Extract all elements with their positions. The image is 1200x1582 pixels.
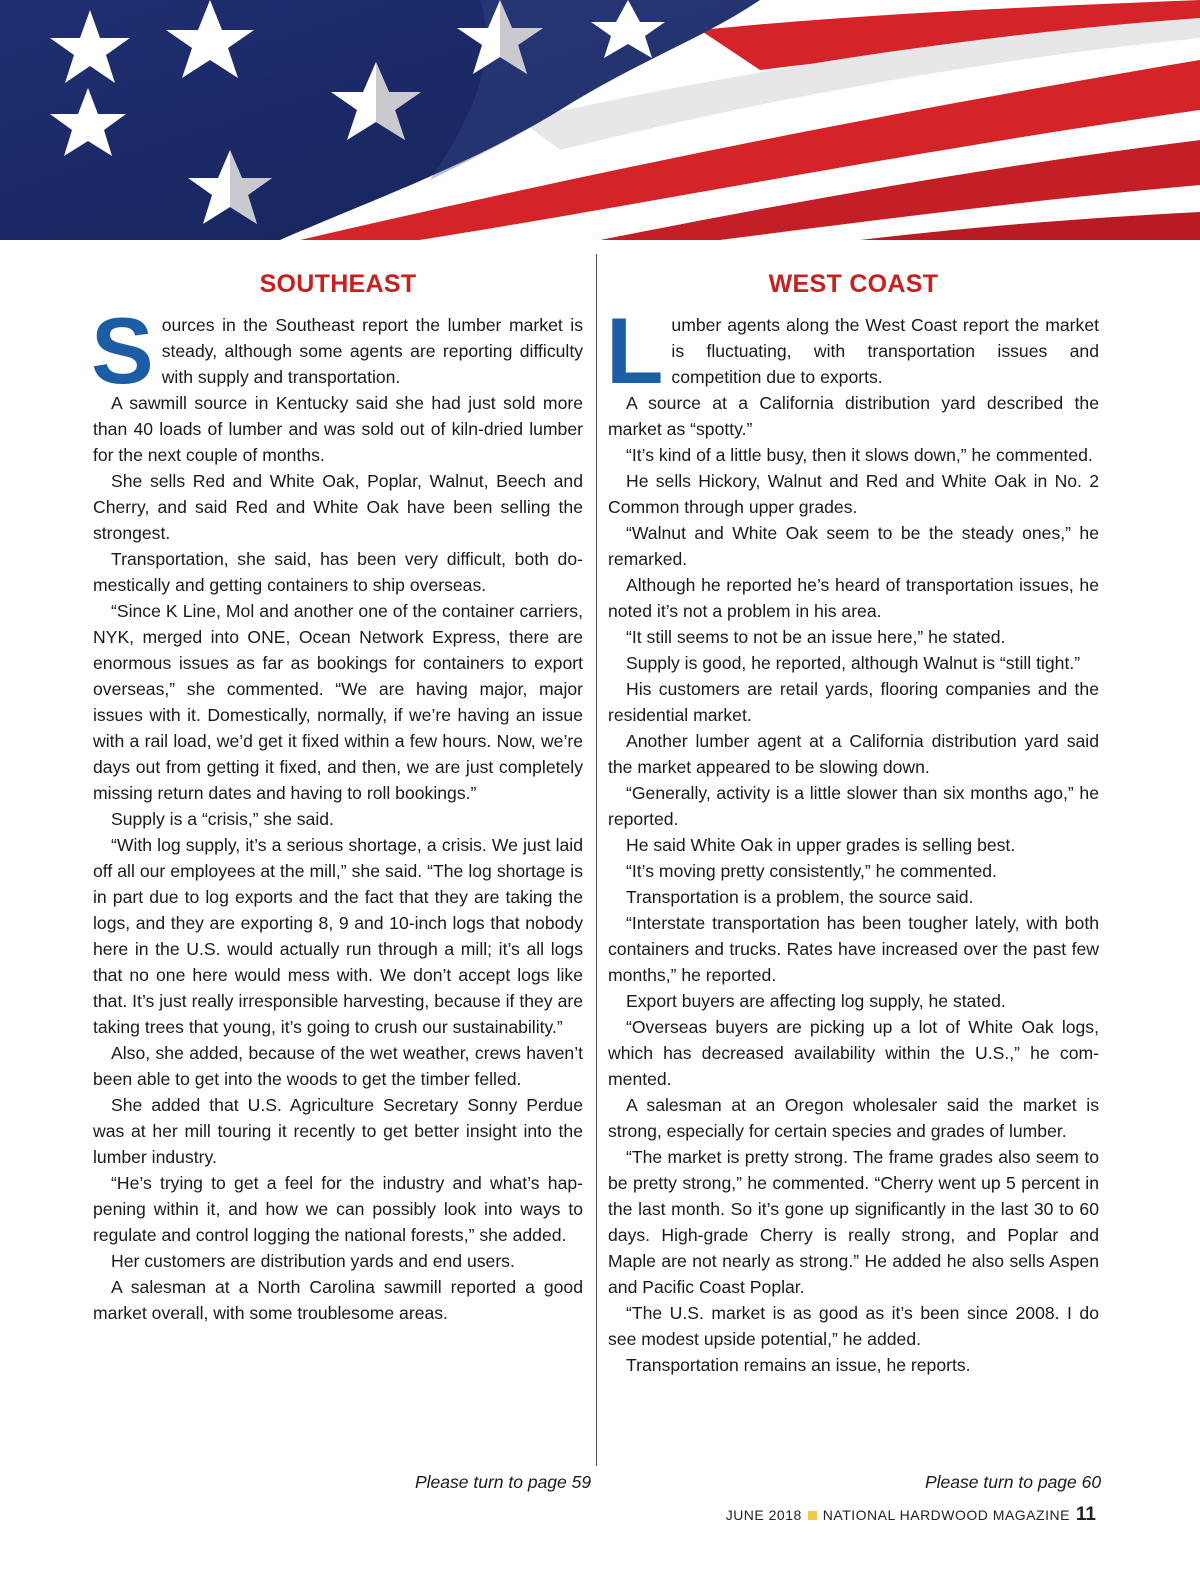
westcoast-paragraph: “The U.S. market is as good as it’s been since 2008. I do see modest upside potential,” he added. <box>608 1303 1099 1349</box>
westcoast-paragraph: “Walnut and White Oak seem to be the steady ones,” he remarked. <box>608 523 1099 569</box>
southeast-paragraph: “He’s trying to get a feel for the industry and what’s happening within it, and how we can possibly look into ways to regulate and control logging the national forests,” she added. <box>93 1173 583 1245</box>
southeast-paragraph: Her customers are distribution yards and end users. <box>111 1251 515 1271</box>
footer-square-icon <box>808 1511 817 1520</box>
southeast-body <box>91 298 583 1326</box>
westcoast-paragraph: A salesman at an Oregon wholesaler said the market is strong, especially for certain species and grades of lumber. <box>608 1095 1099 1141</box>
westcoast-paragraph: “It’s moving pretty consistently,” he commented. <box>626 861 997 881</box>
westcoast-dropcap: L <box>606 298 664 403</box>
southeast-paragraph-1: Sources in the Southeast report the lumber market is steady, although some agents are reporting difficulty with supply and transportation. <box>91 298 583 403</box>
westcoast-paragraph: Another lumber agent at a California distribution yard said the market appeared to be slowing down. <box>608 731 1099 777</box>
westcoast-paragraph: Export buyers are affecting log supply, he stated. <box>626 991 1006 1011</box>
westcoast-paragraph: “The market is pretty strong. The frame grades also seem to be pretty strong,” he commented. “Cherry went up 5 percent in the last month. So it’s gone up significantly in the last 30 to 60 days. High-grade Cherry is really strong, and Poplar and Maple are not nearly as strong.” He added he also sells Aspen and Pacific Coast Poplar. <box>608 1147 1099 1297</box>
southeast-dropcap: S <box>91 298 154 403</box>
westcoast-paragraph: A source at a California distribution yard described the market as “spotty.” <box>608 393 1099 439</box>
southeast-paragraph: A salesman at a North Carolina sawmill reported a good market overall, with some troublesome areas. <box>93 1277 583 1323</box>
column-divider <box>596 254 597 1466</box>
westcoast-paragraph: “Generally, activity is a little slower than six months ago,” he reported. <box>608 783 1099 829</box>
southeast-paragraph: She added that U.S. Agriculture Secretary Sonny Perdue was at her mill touring it recently to get better insight into the lumber industry. <box>93 1095 583 1167</box>
southeast-continued-link[interactable]: Please turn to page 59 <box>415 1472 592 1492</box>
southeast-paragraph: “With log supply, it’s a serious shortage, a crisis. We just laid off all our employees at the mill,” she said. “The log shortage is in part due to log exports and the fact that they are taking the logs, and they are exporting 8, 9 and 10-inch logs that nobody here in the U.S. would actually run through a mill; it’s all logs that no one here would mess with. We don’t accept logs like that. It’s just really irresponsible harvesting, because if they are taking trees that young, it’s going to crush our sustainability.” <box>93 835 583 1037</box>
westcoast-paragraph: Supply is good, he reported, although Walnut is “still tight.” <box>626 653 1081 673</box>
westcoast-paragraph: “Interstate transportation has been tougher lately, with both containers and trucks. Rates have increased over the past few months,” he reported. <box>608 913 1099 985</box>
westcoast-paragraph: “It’s kind of a little busy, then it slows down,” he commented. <box>626 445 1093 465</box>
westcoast-continued-link[interactable]: Please turn to page 60 <box>925 1472 1102 1492</box>
southeast-column <box>93 268 583 1326</box>
footer-date: JUNE 2018 <box>725 1507 802 1523</box>
westcoast-paragraph-1: Lumber agents along the West Coast report the market is fluctuating, with transportation issues and competition due to exports. <box>606 298 1099 403</box>
southeast-paragraph: Also, she added, because of the wet weather, crews haven’t been able to get into the woods to get the timber felled. <box>93 1043 583 1089</box>
southeast-paragraph: A sawmill source in Kentucky said she had just sold more than 40 loads of lumber and was sold out of kiln-dried lumber for the next couple of months. <box>93 393 583 465</box>
westcoast-paragraph: “It still seems to not be an issue here,” he stated. <box>626 627 1006 647</box>
westcoast-paragraph: Although he reported he’s heard of transportation issues, he noted it’s not a problem in his area. <box>608 575 1099 621</box>
page-number: 11 <box>1075 1504 1096 1525</box>
westcoast-paragraph: He sells Hickory, Walnut and Red and White Oak in No. 2 Common through upper grades. <box>608 471 1099 517</box>
southeast-paragraph: Transportation, she said, has been very difficult, both domestically and getting containers to ship overseas. <box>93 549 583 595</box>
westcoast-body <box>606 298 1099 1378</box>
southeast-paragraph: She sells Red and White Oak, Poplar, Walnut, Beech and Cherry, and said Red and White Oak have been selling the strongest. <box>93 471 583 543</box>
southeast-heading: SOUTHEAST <box>259 270 417 298</box>
westcoast-paragraph: He said White Oak in upper grades is selling best. <box>626 835 1016 855</box>
westcoast-paragraph: Transportation remains an issue, he reports. <box>626 1355 971 1375</box>
westcoast-paragraph: “Overseas buyers are picking up a lot of White Oak logs, which has decreased availability within the U.S.,” he commented. <box>608 1017 1099 1089</box>
american-flag-banner <box>0 0 1200 240</box>
westcoast-paragraph: Transportation is a problem, the source said. <box>626 887 974 907</box>
southeast-paragraph: Supply is a “crisis,” she said. <box>111 809 334 829</box>
westcoast-heading: WEST COAST <box>768 270 939 298</box>
westcoast-column <box>608 268 1099 1378</box>
page-footer <box>726 1504 1096 1526</box>
southeast-paragraph: “Since K Line, Mol and another one of the container carriers, NYK, merged into ONE, Ocean Network Express, there are enormous issues as far as bookings for containers to export overseas,” she commented. “We are having major, major issues with it. Domestically, normally, if we’re having an issue with a rail load, we’d get it fixed within a few hours. Now, we’re days out from getting it fixed, and then, we are just completely missing return dates and having to roll bookings.” <box>93 601 583 803</box>
westcoast-paragraph: His customers are retail yards, flooring companies and the residential market. <box>608 679 1099 725</box>
footer-magazine: NATIONAL HARDWOOD MAGAZINE <box>822 1507 1070 1523</box>
